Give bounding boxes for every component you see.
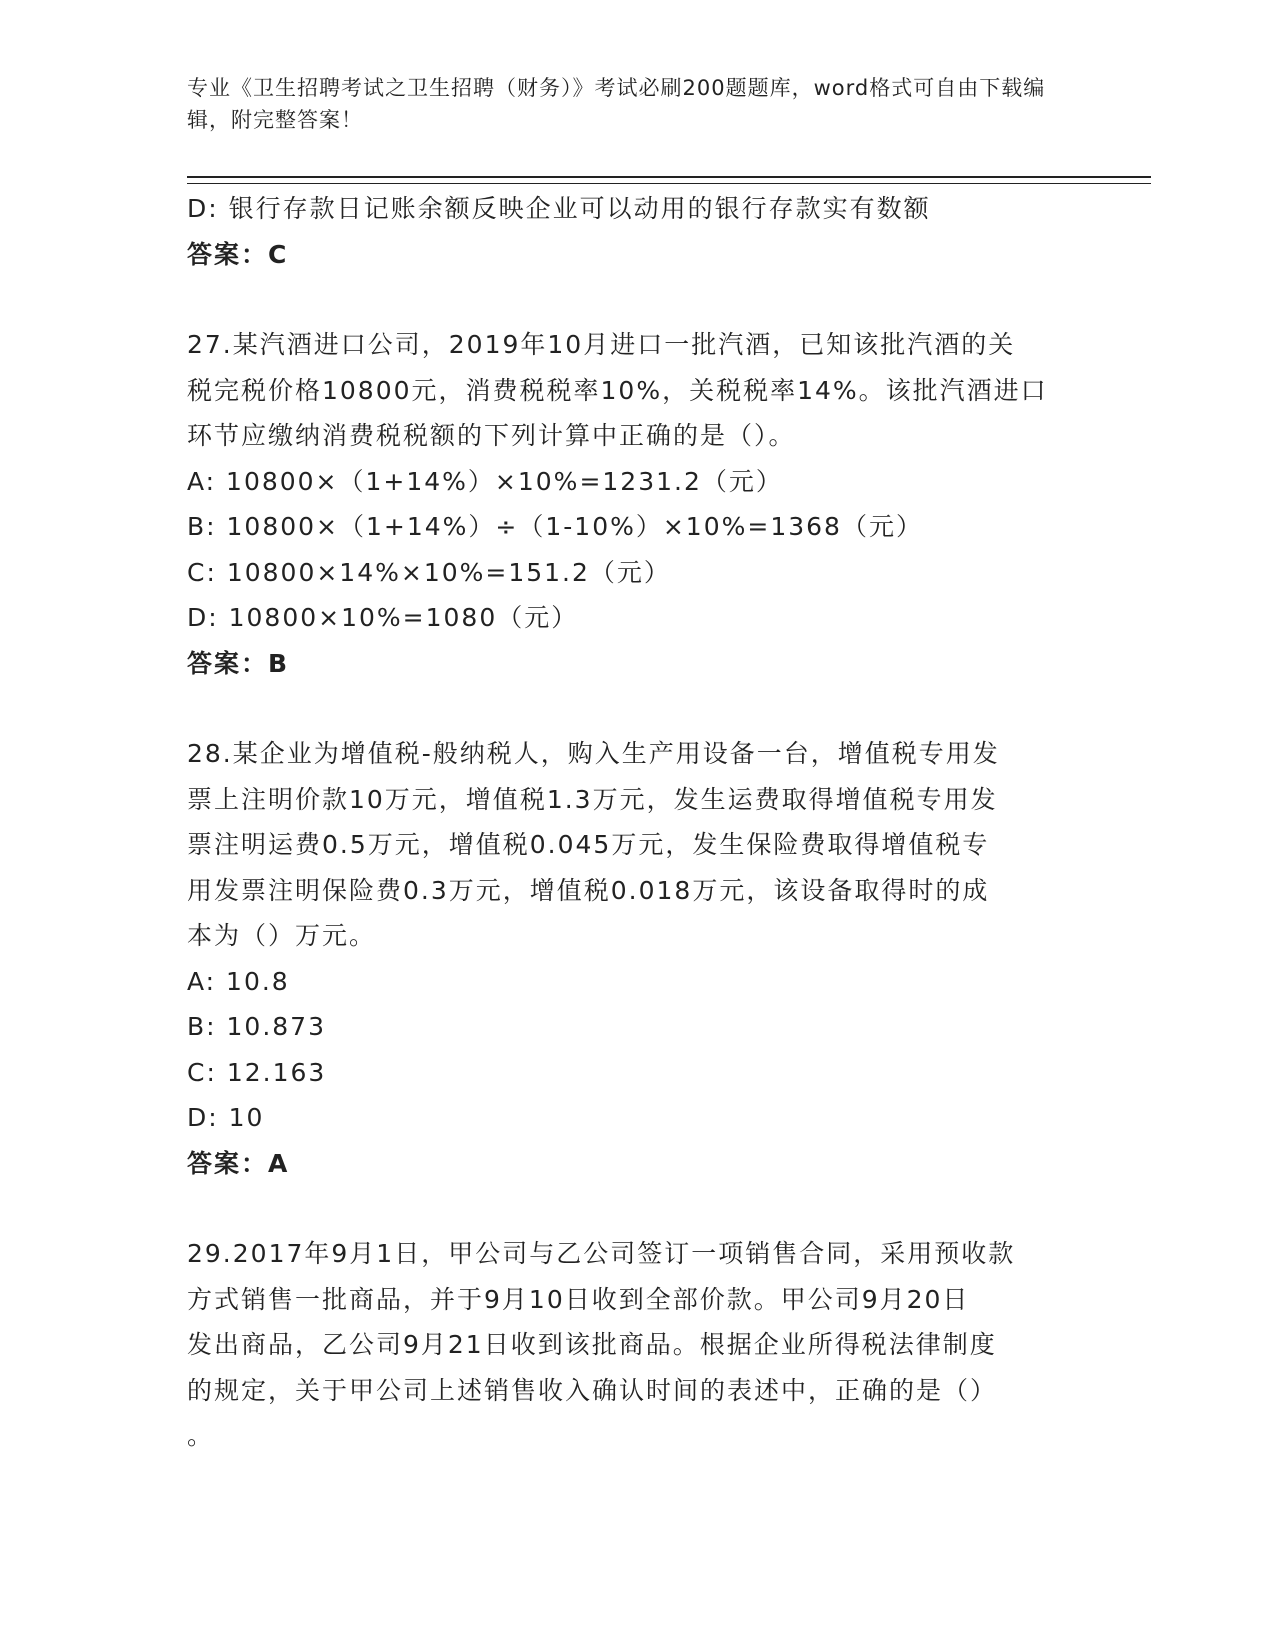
option-b: B: 10800×（1+14%）÷（1-10%）×10%=1368（元） <box>187 512 923 541</box>
spacer <box>187 277 1087 322</box>
option-d: D: 10800×10%=1080（元） <box>187 603 579 632</box>
answer: 答案：A <box>187 1148 290 1178</box>
prev-option-d: D: 银行存款日记账余额反映企业可以动用的银行存款实有数额 <box>187 194 931 223</box>
question-text-line: 环节应缴纳消费税税额的下列计算中正确的是（）。 <box>187 421 796 450</box>
question-text-line: 发出商品，乙公司9月21日收到该批商品。根据企业所得税法律制度 <box>187 1330 997 1359</box>
option-b: B: 10.873 <box>187 1012 326 1041</box>
answer: 答案：B <box>187 648 290 678</box>
header-divider-thin <box>187 183 1151 184</box>
question-text-line: 28.某企业为增值税-般纳税人，购入生产用设备一台，增值税专用发 <box>187 739 1000 768</box>
question-text-line: 27.某汽酒进口公司，2019年10月进口一批汽酒，已知该批汽酒的关 <box>187 330 1016 359</box>
spacer <box>187 686 1087 731</box>
option-c: C: 10800×14%×10%=151.2（元） <box>187 557 671 587</box>
option-a: A: 10800×（1+14%）×10%=1231.2（元） <box>187 466 783 496</box>
question-text-line: 用发票注明保险费0.3万元，增值税0.018万元，该设备取得时的成 <box>187 875 990 905</box>
question-29 <box>187 1231 1087 1459</box>
option-d: D: 10 <box>187 1103 265 1132</box>
question-text-line: 票注明运费0.5万元，增值税0.045万元，发生保险费取得增值税专 <box>187 830 990 859</box>
document-body <box>187 186 1087 1459</box>
question-text-line: 的规定，关于甲公司上述销售收入确认时间的表述中，正确的是（） <box>187 1375 998 1405</box>
document-header <box>187 72 1067 136</box>
header-title: 专业《卫生招聘考试之卫生招聘（财务）》考试必刷200题题库，word格式可自由下载编辑，附完整答案！ <box>187 76 1046 132</box>
spacer <box>187 1186 1087 1231</box>
question-text-line: 方式销售一批商品，并于9月10日收到全部价款。甲公司9月20日 <box>187 1284 970 1314</box>
question-text-line: 税完税价格10800元，消费税税率10%，关税税率14%。该批汽酒进口 <box>187 375 1048 405</box>
question-28 <box>187 731 1087 1186</box>
option-a: A: 10.8 <box>187 966 290 996</box>
prev-answer: 答案：C <box>187 239 289 269</box>
question-27 <box>187 322 1087 686</box>
question-text-line: 票上注明价款10万元，增值税1.3万元，发生运费取得增值税专用发 <box>187 784 998 814</box>
option-c: C: 12.163 <box>187 1057 327 1087</box>
question-text-line: 29.2017年9月1日，甲公司与乙公司签订一项销售合同，采用预收款 <box>187 1239 1016 1268</box>
question-text-line: 本为（）万元。 <box>187 921 377 950</box>
header-divider-thick <box>187 176 1151 178</box>
question-text-line: 。 <box>187 1421 215 1450</box>
